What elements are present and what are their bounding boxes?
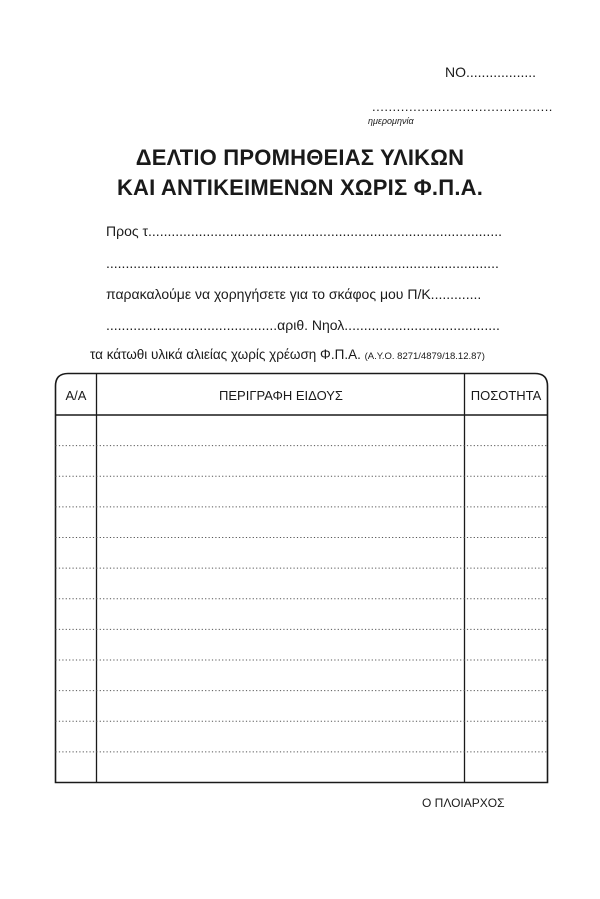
- column-header-aa: Α/Α: [65, 388, 87, 403]
- vessel-request-line[interactable]: παρακαλούμε να χορηγήσετε για το σκάφος μου Π/Κ.............: [106, 286, 482, 302]
- document-title-line-2: ΚΑΙ ΑΝΤΙΚΕΙΜΕΝΩΝ ΧΩΡΙΣ Φ.Π.Α.: [116, 175, 484, 200]
- legal-reference: (Α.Υ.Ο. 8271/4879/18.12.87): [364, 351, 485, 362]
- vat-exemption-text: τα κάτωθι υλικά αλιείας χωρίς χρέωση Φ.Π.Α.: [90, 347, 361, 362]
- document-title-line-1: ΔΕΛΤΙΟ ΠΡΟΜΗΘΕΙΑΣ ΥΛΙΚΩΝ: [135, 145, 465, 170]
- date-field[interactable]: ............................................: [372, 99, 553, 114]
- captain-signature-label: Ο ΠΛΟΙΑΡΧΟΣ: [422, 796, 505, 810]
- recipient-field[interactable]: Προς τ...........................................................................................: [106, 223, 502, 239]
- recipient-continuation-field[interactable]: .....................................................................................................: [106, 255, 499, 271]
- row-lines: [56, 446, 548, 752]
- registry-number-line[interactable]: ............................................αριθ. Νηολ........................................: [106, 317, 500, 333]
- column-header-description: ΠΕΡΙΓΡΑΦΗ ΕΙΔΟΥΣ: [219, 388, 343, 403]
- items-table: [54, 372, 549, 784]
- vat-exemption-statement: [90, 347, 485, 362]
- items-table-grid: [54, 372, 549, 784]
- date-label: ημερομηνία: [368, 116, 414, 126]
- column-header-quantity: ΠΟΣΟΤΗΤΑ: [470, 388, 542, 403]
- document-number-field[interactable]: ΝΟ..................: [445, 64, 537, 80]
